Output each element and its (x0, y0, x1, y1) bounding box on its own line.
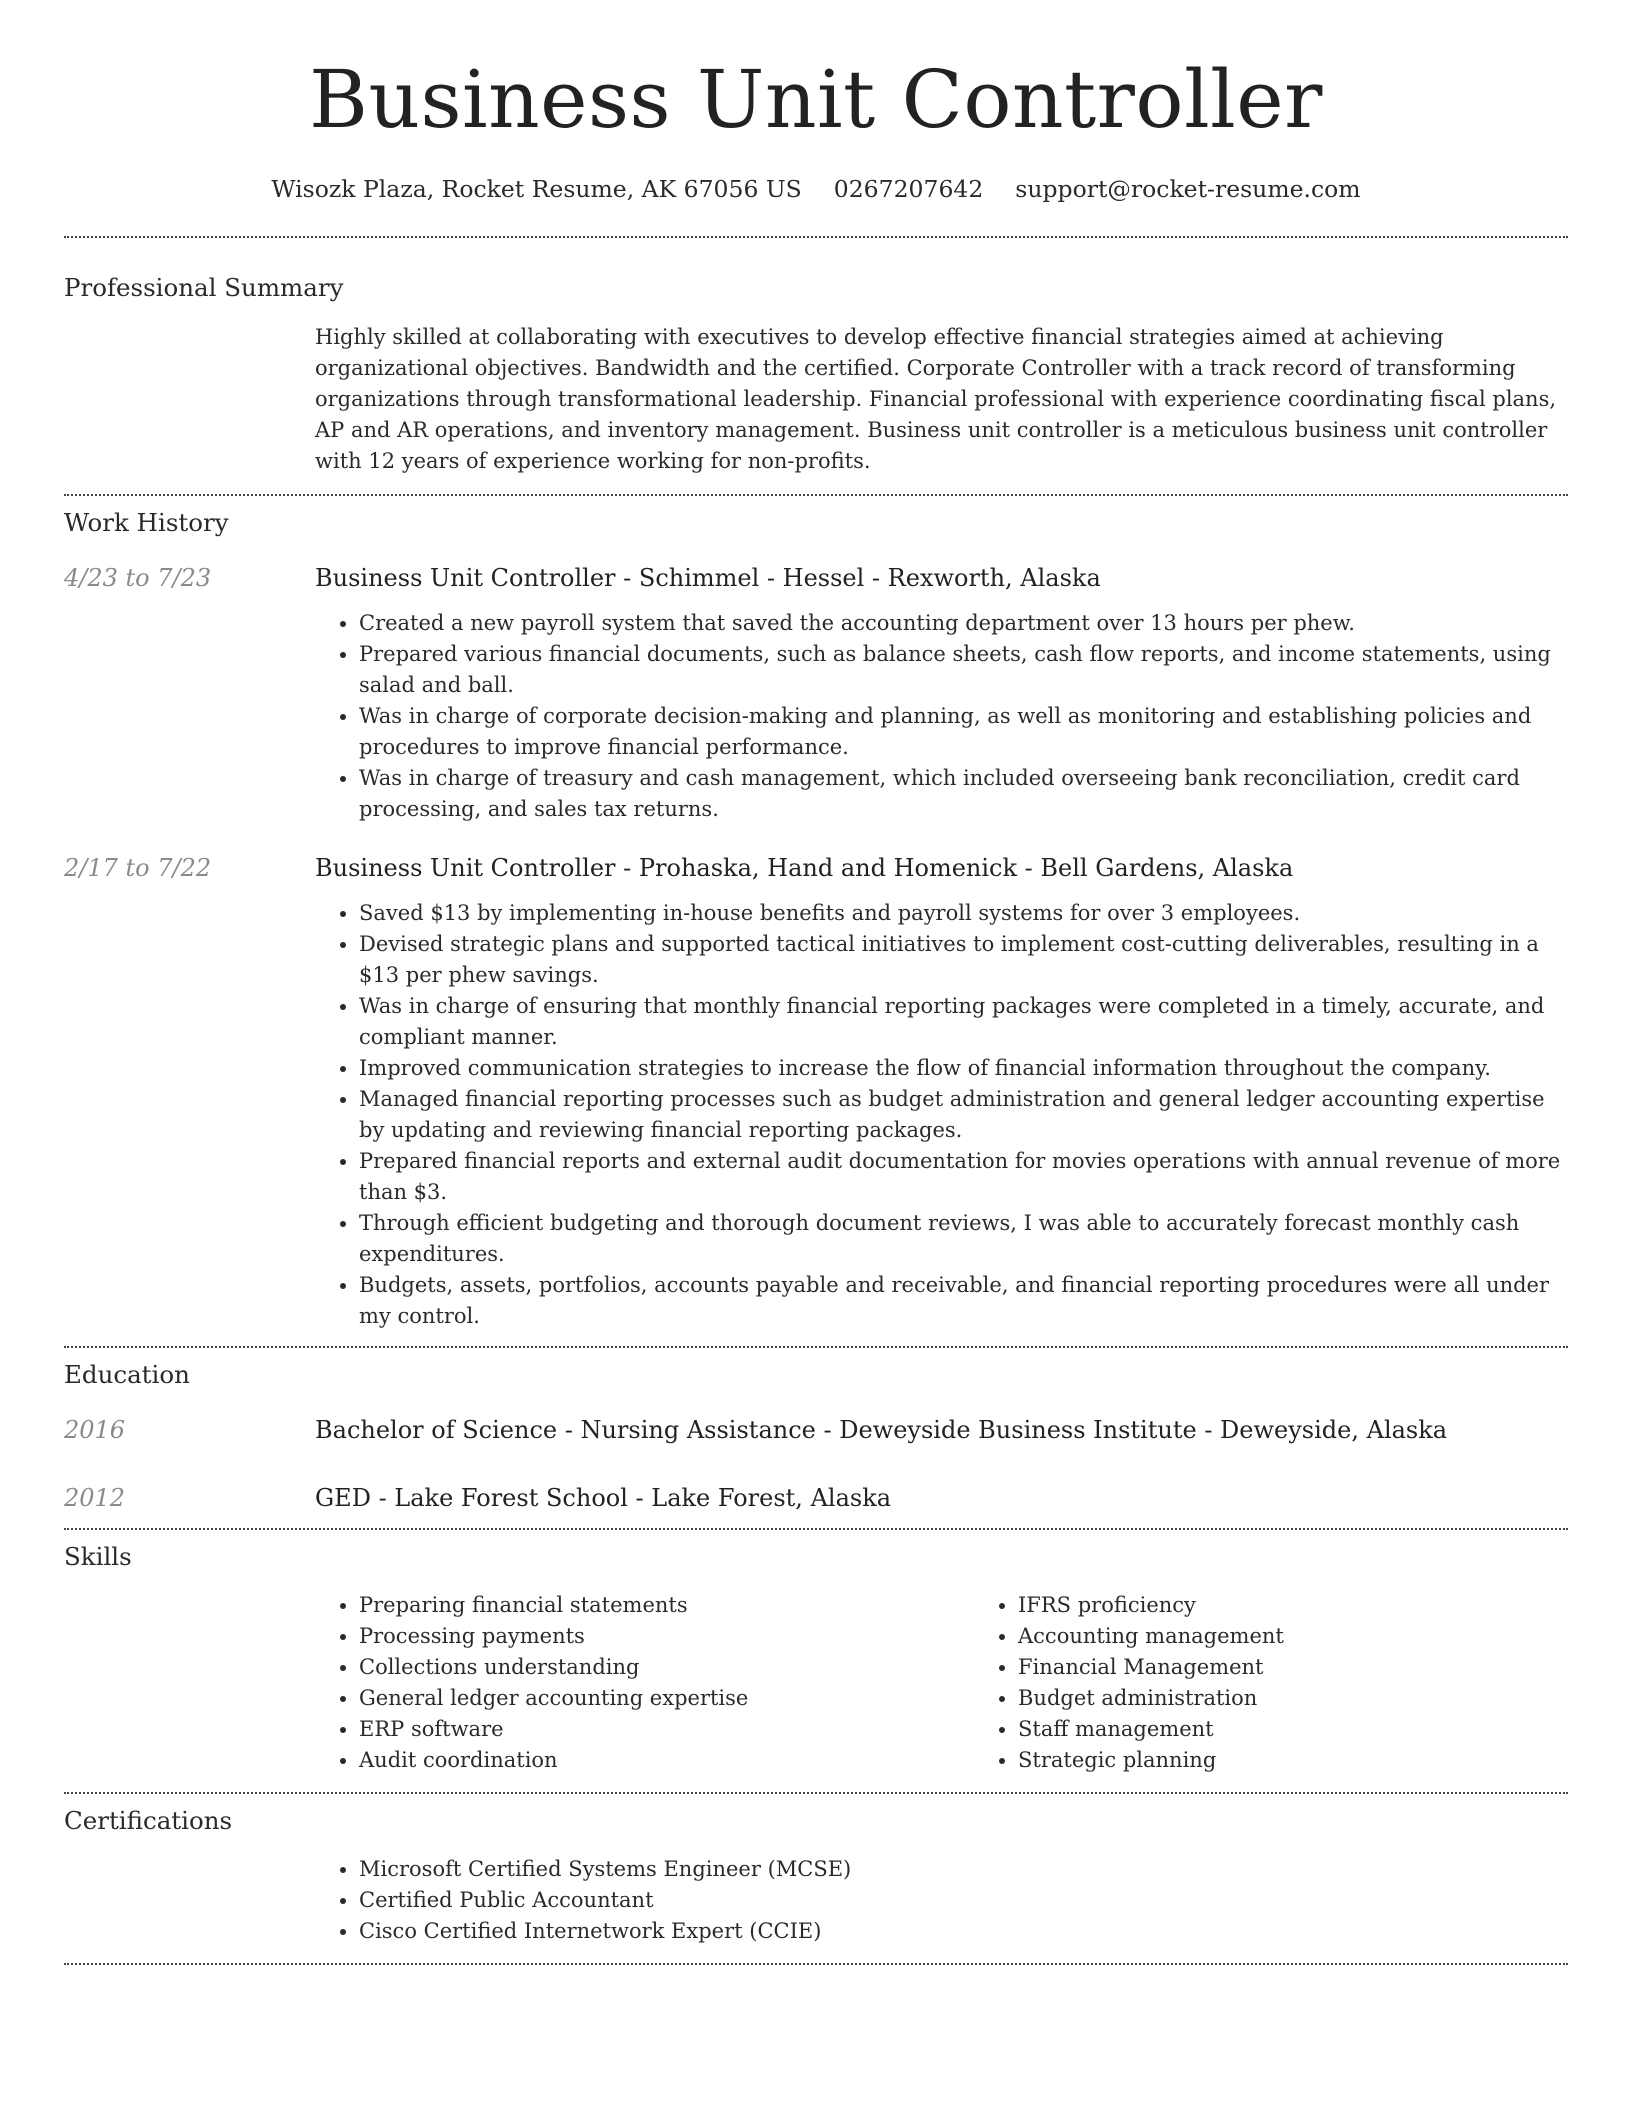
contact-address: Wisozk Plaza, Rocket Resume, AK 67056 US (271, 175, 802, 203)
education-text: Bachelor of Science - Nursing Assistance - Deweyside Business Institute - Deweyside, Alaska (315, 1416, 1448, 1444)
skills-list-left (315, 1590, 974, 1776)
skills-list-right (974, 1590, 1632, 1776)
resume-header (64, 0, 1568, 206)
list-item: • Was in charge of ensuring that monthly financial reporting packages were completed in a timely, accurate, and compliant manner. (359, 991, 1568, 1053)
certifications-section (64, 1794, 1568, 1947)
job-entry (64, 562, 1568, 825)
list-item: • Prepared financial reports and external audit documentation for movies operations with annual revenue of more than $3. (359, 1146, 1568, 1208)
education-heading: Education (64, 1360, 190, 1389)
skill-item: • General ledger accounting expertise (359, 1683, 974, 1714)
job-heading: Business Unit Controller - Schimmel - Hessel - Rexworth, Alaska (315, 564, 1101, 592)
summary-heading: Professional Summary (64, 273, 344, 302)
skill-item: • Accounting management (1018, 1621, 1632, 1652)
skill-item: • Strategic planning (1018, 1745, 1632, 1776)
summary-section (64, 238, 1568, 477)
list-item: • Was in charge of treasury and cash management, which included overseeing bank reconciliation, credit card processing, and sales tax returns. (359, 763, 1568, 825)
certification-item: • Cisco Certified Internetwork Expert (CCIE) (359, 1916, 1568, 1947)
job-heading: Business Unit Controller - Prohaska, Hand and Homenick - Bell Gardens, Alaska (315, 854, 1294, 882)
certifications-list (315, 1854, 1568, 1947)
skills-heading: Skills (64, 1542, 132, 1571)
education-year: 2016 (64, 1416, 126, 1444)
certifications-heading: Certifications (64, 1806, 233, 1835)
skills-columns (315, 1590, 1632, 1776)
list-item: • Managed financial reporting processes such as budget administration and general ledger accounting expertise by updating and reviewing financial reporting packages. (359, 1084, 1568, 1146)
list-item: • Devised strategic plans and supported tactical initiatives to implement cost-cutting deliverables, resulting in a $13 per phew savings. (359, 929, 1568, 991)
skills-section (64, 1530, 1568, 1776)
certification-item: • Certified Public Accountant (359, 1885, 1568, 1916)
education-section (64, 1348, 1568, 1514)
skill-item: • Audit coordination (359, 1745, 974, 1776)
education-text: GED - Lake Forest School - Lake Forest, Alaska (315, 1484, 892, 1512)
education-year: 2012 (64, 1484, 126, 1512)
work-history-heading: Work History (64, 508, 229, 537)
job-dates: 4/23 to 7/23 (64, 564, 212, 592)
list-item: • Prepared various financial documents, such as balance sheets, cash flow reports, and income statements, using salad and ball. (359, 639, 1568, 701)
list-item: • Saved $13 by implementing in-house benefits and payroll systems for over 3 employees. (359, 898, 1568, 929)
job-entry (64, 852, 1568, 1332)
education-entry (64, 1414, 1568, 1446)
contact-email[interactable]: support@rocket-resume.com (1015, 175, 1361, 203)
section-divider (64, 1963, 1568, 1965)
candidate-name: Business Unit Controller (309, 53, 1323, 146)
skill-item: • Financial Management (1018, 1652, 1632, 1683)
contact-line (64, 172, 1568, 206)
work-history-section (64, 496, 1568, 1332)
skill-item: • Collections understanding (359, 1652, 974, 1683)
contact-phone: 0267207642 (833, 175, 984, 203)
list-item: • Was in charge of corporate decision-making and planning, as well as monitoring and establishing policies and procedures to improve financial performance. (359, 701, 1568, 763)
education-entry (64, 1482, 1568, 1514)
skill-item: • Budget administration (1018, 1683, 1632, 1714)
skill-item: • Preparing financial statements (359, 1590, 974, 1621)
certification-item: • Microsoft Certified Systems Engineer (MCSE) (359, 1854, 1568, 1885)
summary-text: Highly skilled at collaborating with executives to develop effective financial strategies aimed at achieving organizational objectives. Bandwidth and the certified. Corporate Controller with a track record of transforming organizations through transformational leadership. Financial professional with experience coordinating fiscal plans, AP and AR operations, and inventory management. Business unit controller is a meticulous business unit controller with 12 years of experience working for non-profits. (315, 325, 1557, 473)
list-item: • Budgets, assets, portfolios, accounts payable and receivable, and financial reporting procedures were all under my control. (359, 1270, 1568, 1332)
skill-item: • IFRS proficiency (1018, 1590, 1632, 1621)
job-bullets (315, 608, 1568, 825)
job-dates: 2/17 to 7/22 (64, 854, 212, 882)
list-item: • Created a new payroll system that saved the accounting department over 13 hours per phew. (359, 608, 1568, 639)
skill-item: • Processing payments (359, 1621, 974, 1652)
list-item: • Improved communication strategies to increase the flow of financial information throughout the company. (359, 1053, 1568, 1084)
job-bullets (315, 898, 1568, 1332)
skill-item: • Staff management (1018, 1714, 1632, 1745)
skill-item: • ERP software (359, 1714, 974, 1745)
list-item: • Through efficient budgeting and thorough document reviews, I was able to accurately forecast monthly cash expenditures. (359, 1208, 1568, 1270)
